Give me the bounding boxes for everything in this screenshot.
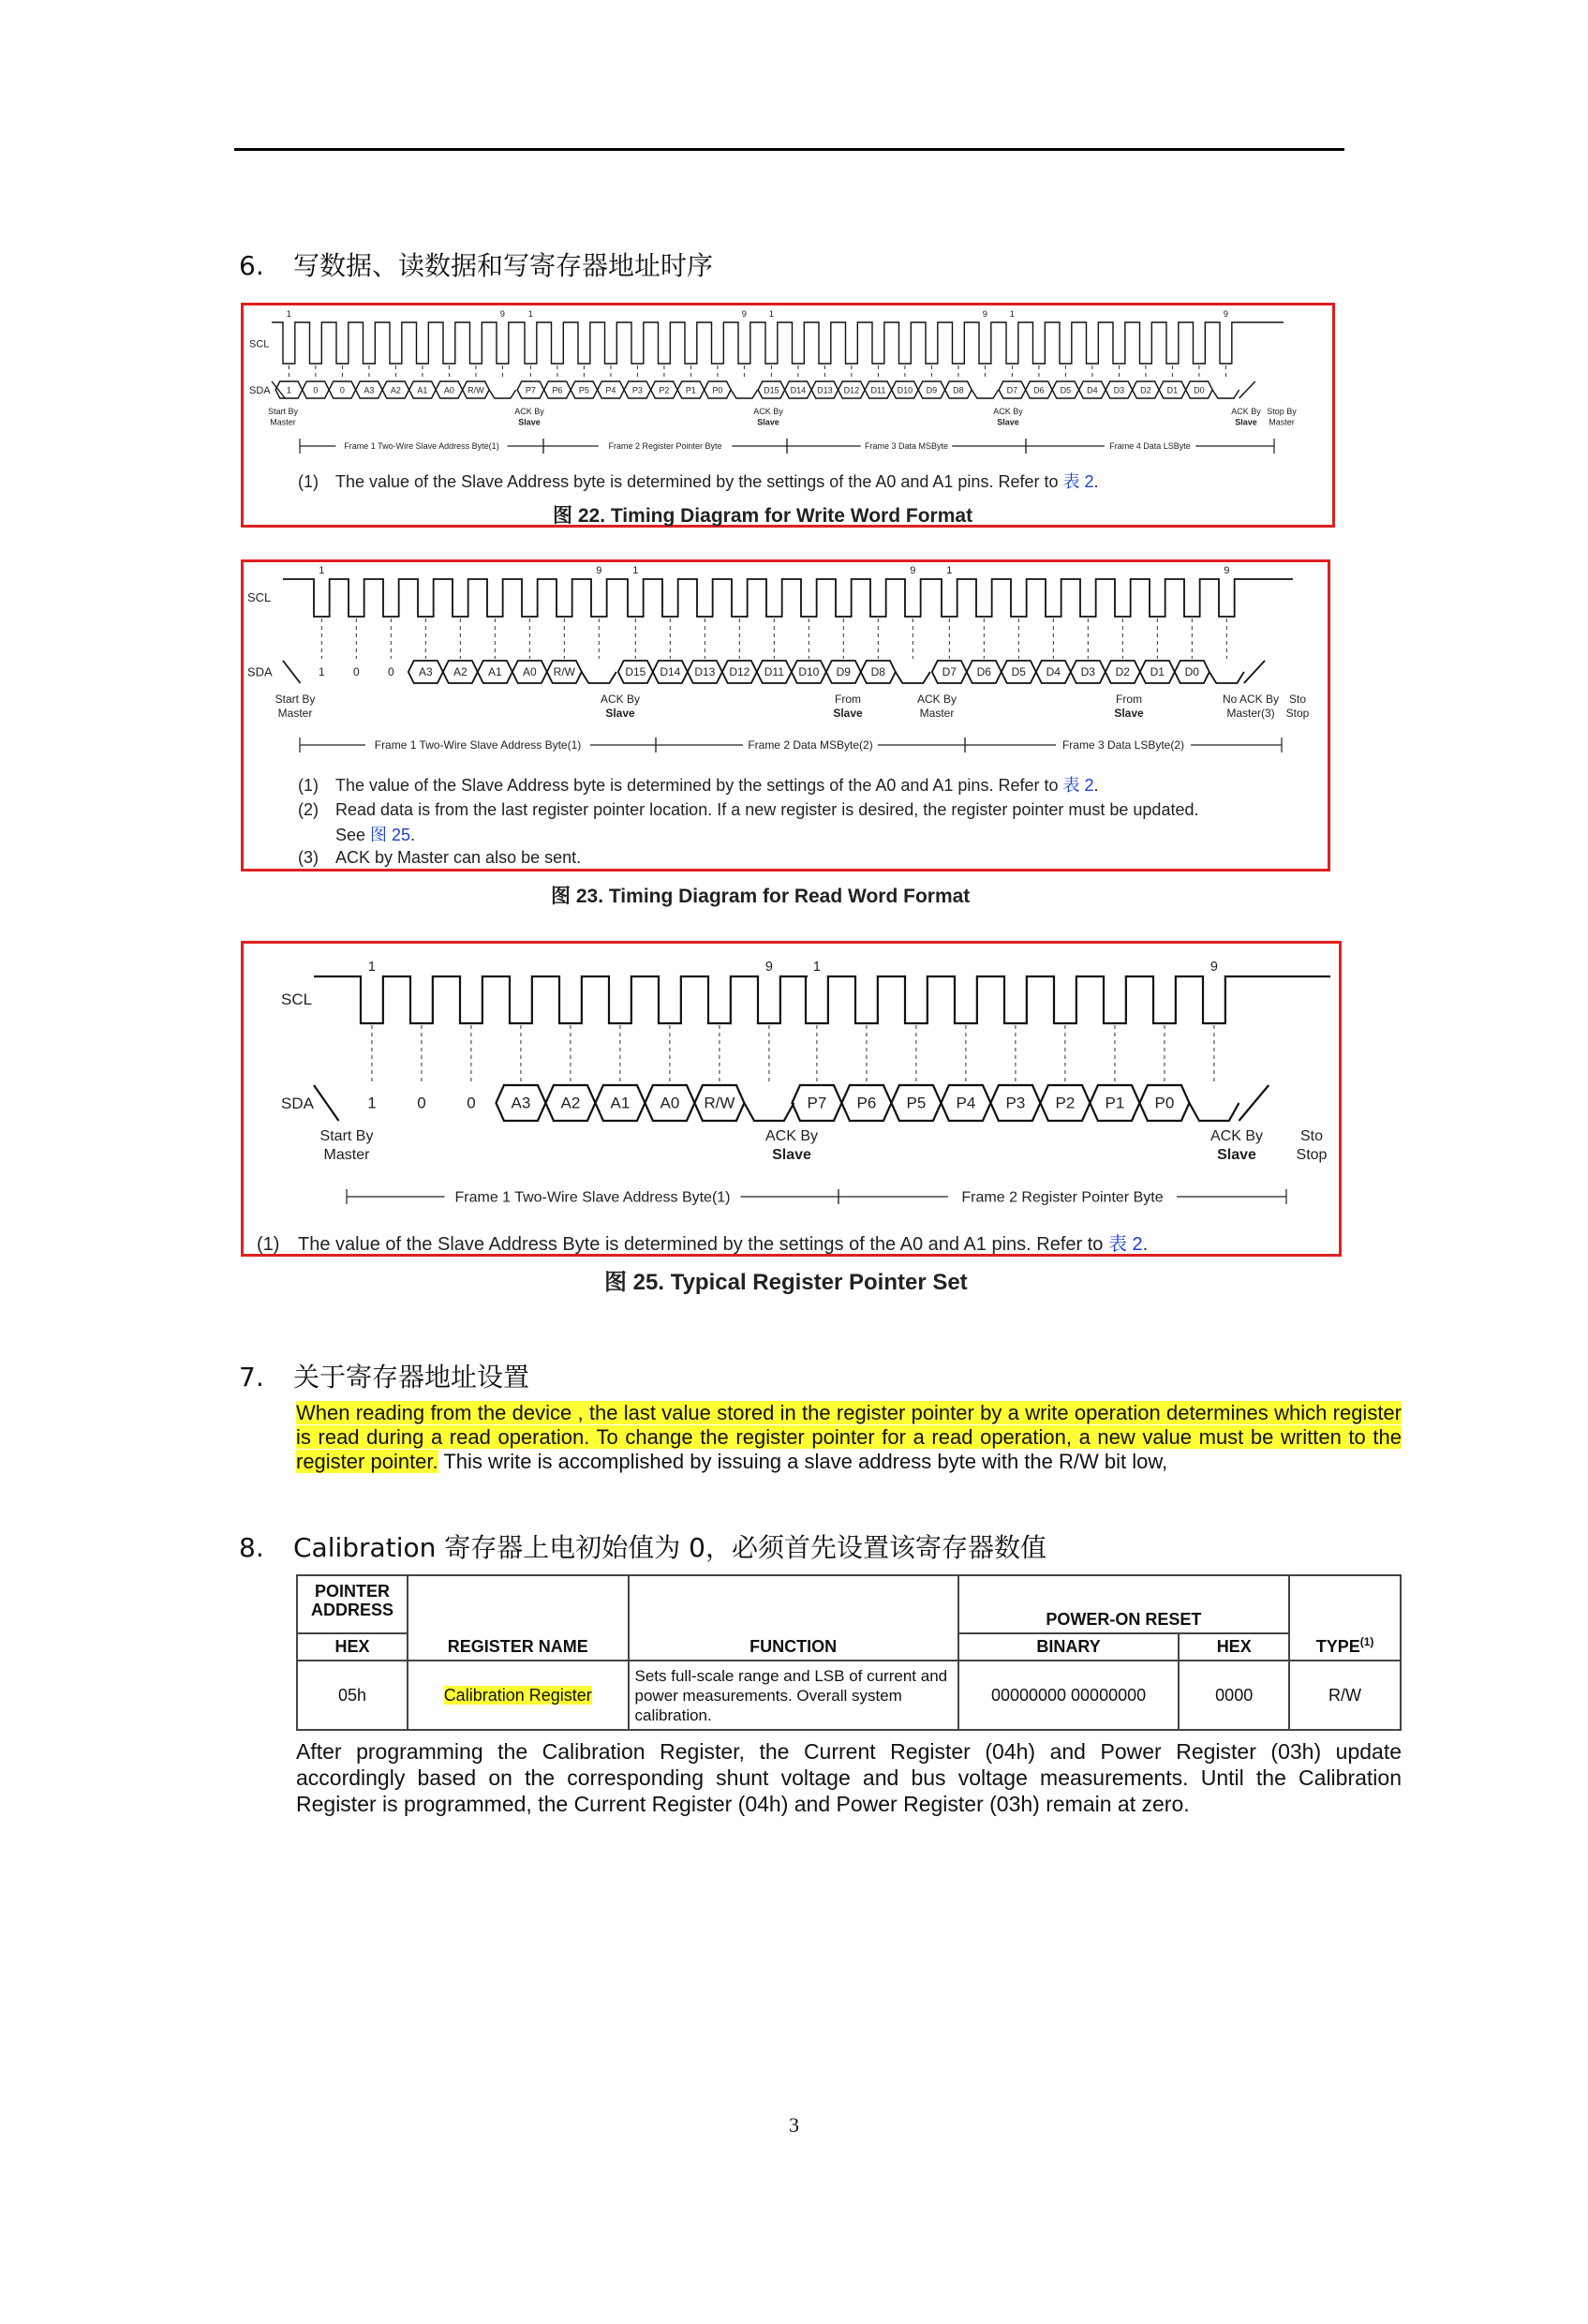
clock-mark: 9: [982, 309, 988, 319]
pointer-address-header: POINTER ADDRESS: [297, 1575, 408, 1633]
figure-22-panel: [241, 303, 1335, 528]
event-label: [1286, 693, 1310, 720]
clock-mark: 1: [946, 565, 953, 576]
event-line: Master: [1269, 417, 1295, 427]
sda-bit-label: 1: [318, 665, 325, 679]
event-line: ACK By: [993, 407, 1023, 416]
hex-reset-header: HEX: [1179, 1633, 1289, 1661]
scl-waveform: [272, 322, 1284, 364]
sda-bit-label: A3: [364, 385, 375, 395]
sda-bit-label: A2: [560, 1094, 581, 1112]
note-tail: .: [410, 826, 416, 844]
type-footnote: (1): [1359, 1635, 1374, 1648]
event-line: ACK By: [764, 1128, 819, 1144]
sda-bit-label: R/W: [704, 1094, 735, 1112]
figure-23-note-1: [298, 772, 1099, 797]
sda-bit-label: D4: [1087, 385, 1098, 395]
sda-label: SDA: [281, 1094, 314, 1112]
event-line: ACK By: [1231, 407, 1261, 416]
event-line: No ACK By: [1222, 693, 1280, 706]
scl-label: SCL: [249, 338, 270, 350]
sda-start: [283, 661, 301, 683]
event-line: Master: [277, 707, 313, 720]
sda-bit-label: D9: [836, 665, 851, 679]
function-header: FUNCTION: [629, 1575, 958, 1661]
event-label: [1267, 407, 1297, 426]
sda-ack: [896, 672, 930, 683]
sda-label: SDA: [249, 384, 271, 396]
clock-mark: 9: [764, 960, 773, 975]
section-number: 7.: [239, 1362, 264, 1393]
event-line: ACK By: [514, 407, 544, 416]
event-line: Sto: [1299, 1128, 1324, 1144]
sda-bit-label: P7: [807, 1094, 827, 1112]
section-6-heading: [239, 246, 713, 283]
event-line: Slave: [757, 417, 779, 427]
note-text: See: [335, 826, 371, 844]
sda-bit-label: A1: [487, 665, 502, 679]
register-table: [296, 1574, 1402, 1731]
table-2-link[interactable]: 表 2: [1062, 776, 1094, 795]
clock-mark: 1: [286, 309, 292, 319]
event-label: [753, 407, 783, 426]
sda-ack: [1212, 390, 1239, 398]
event-line: Master: [919, 707, 955, 720]
note-number: (3): [298, 848, 319, 867]
sda-bit-label: 1: [367, 1094, 377, 1112]
sda-bit-label: D14: [660, 665, 681, 679]
sda-bit-label: P5: [906, 1094, 927, 1112]
sda-bit-label: P3: [631, 385, 643, 395]
figure-23-note-2: [298, 800, 1198, 820]
hex-header: HEX: [297, 1633, 408, 1661]
event-label: [1231, 407, 1261, 426]
event-line: Slave: [1235, 417, 1257, 427]
type-label: TYPE: [1315, 1637, 1360, 1656]
frame-label: Frame 4 Data LSByte: [1109, 441, 1191, 452]
clock-mark: 9: [1210, 960, 1218, 975]
sda-bit-label: D1: [1150, 665, 1165, 679]
event-label: [1210, 1128, 1263, 1163]
event-line: ACK By: [600, 693, 641, 706]
event-line: Master(3): [1226, 707, 1275, 720]
register-name-cell: [408, 1661, 629, 1730]
clock-mark: 1: [768, 309, 775, 319]
timing-diagram-register-pointer-set: [244, 944, 1339, 1254]
note-tail: .: [1142, 1234, 1149, 1255]
section-8-heading: [239, 1527, 1046, 1565]
sda-bit-label: D5: [1060, 385, 1072, 395]
section-title: Calibration 寄存器上电初始值为 0，必须首先设置该寄存器数值: [293, 1532, 1046, 1563]
section-title: 关于寄存器地址设置: [293, 1362, 530, 1393]
sda-bit-label: R/W: [553, 665, 575, 679]
event-line: Slave: [1114, 707, 1144, 720]
event-label: [320, 1128, 374, 1163]
sda-ack: [582, 672, 616, 683]
clock-mark: 9: [596, 565, 602, 576]
sda-bit-label: R/W: [467, 385, 484, 395]
note-tail: .: [1093, 776, 1099, 795]
note-text: The value of the Slave Address byte is determined by the settings of the A0 and A1 pins. Refer to: [335, 472, 1063, 491]
sda-bit-label: D13: [817, 385, 833, 395]
event-line: Stop By: [1267, 407, 1297, 416]
event-line: Slave: [605, 707, 635, 720]
function-cell: Sets full-scale range and LSB of current and power measurements. Overall system calibration.: [629, 1661, 958, 1730]
section-7-heading: [239, 1357, 529, 1394]
sda-bit-label: D6: [976, 665, 991, 679]
section-number: 8.: [239, 1532, 264, 1563]
highlighted-text: When reading from the device , the last value stored in the register pointer by a write operation determines which register is read during a read operation. To change the register pointer for a read operation, a new value must be written to the register pointer.: [296, 1401, 1402, 1473]
event-line: ACK By: [753, 407, 783, 416]
clock-mark: 1: [367, 960, 376, 975]
clock-mark: 9: [910, 565, 916, 576]
sda-bit-label: A1: [417, 385, 428, 395]
section-title: 写数据、读数据和写寄存器地址时序: [293, 250, 714, 281]
figure-23-note-2-cont: [335, 822, 415, 846]
sda-bit-label: P7: [525, 385, 536, 395]
sda-bit-label: D2: [1140, 385, 1151, 395]
note-tail: .: [1093, 472, 1099, 491]
figure-25-caption: 图 25. Typical Register Pointer Set: [604, 1270, 968, 1295]
sda-bit-label: P2: [659, 385, 670, 395]
sda-bit-label: D4: [1046, 665, 1061, 679]
sda-ack: [972, 390, 999, 398]
register-name-header: REGISTER NAME: [408, 1575, 629, 1661]
sda-ack: [1210, 672, 1244, 683]
event-line: From: [1116, 693, 1142, 706]
event-label: [268, 407, 299, 426]
figure-23-panel: [241, 559, 1330, 872]
event-line: From: [835, 693, 861, 706]
sda-bit-label: D0: [1184, 665, 1199, 679]
note-text: ACK by Master can also be sent.: [335, 848, 582, 867]
sda-bit-label: D8: [870, 665, 885, 679]
event-line: ACK By: [916, 693, 957, 706]
sda-bit-label: 0: [387, 665, 394, 679]
clock-mark: 1: [527, 309, 534, 319]
sda-bit-label: 0: [352, 665, 360, 679]
sda-bit-label: D8: [953, 385, 964, 395]
event-line: Stop: [1296, 1147, 1328, 1163]
event-label: [993, 407, 1023, 426]
event-line: Master: [323, 1147, 370, 1163]
sda-bit-label: A3: [418, 665, 433, 679]
sda-ack: [489, 390, 516, 398]
sda-bit-label: A0: [522, 665, 537, 679]
type-header: [1289, 1575, 1401, 1661]
scl-label: SCL: [281, 991, 313, 1008]
register-pointer-paragraph: [296, 1401, 1402, 1474]
scl-waveform: [314, 976, 1330, 1023]
register-name: Calibration Register: [443, 1685, 592, 1705]
sda-ack: [744, 1103, 794, 1121]
sda-bit-label: D7: [1006, 385, 1018, 395]
binary-header: BINARY: [958, 1633, 1180, 1661]
sda-bit-label: A0: [660, 1094, 680, 1112]
section-number: 6.: [239, 250, 264, 281]
clock-mark: 1: [319, 565, 325, 576]
sda-bit-label: D9: [926, 385, 938, 395]
table-2-link[interactable]: 表 2: [1107, 1234, 1143, 1255]
event-line: Slave: [997, 417, 1019, 427]
sda-bit-label: A0: [443, 385, 454, 395]
note-text: The value of the Slave Address byte is determined by the settings of the A0 and A1 pins. Refer to: [335, 776, 1063, 795]
sda-bit-label: P4: [605, 385, 616, 395]
sda-bit-label: D12: [729, 665, 750, 679]
sda-bit-label: P0: [712, 385, 723, 395]
paragraph-text: This write is accomplished by issuing a slave address byte with the R/W bit low,: [438, 1450, 1168, 1473]
sda-bit-label: P1: [685, 385, 696, 395]
sda-bit-label: P0: [1154, 1094, 1175, 1112]
scl-waveform: [283, 579, 1293, 617]
clock-mark: 9: [741, 309, 748, 319]
event-line: ACK By: [1210, 1128, 1264, 1144]
note-number: (1): [298, 776, 319, 795]
sda-bit-label: D5: [1011, 665, 1026, 679]
sda-bit-label: 0: [467, 1094, 476, 1112]
sda-bit-label: 0: [339, 385, 345, 395]
power-on-reset-header: POWER-ON RESET: [958, 1575, 1289, 1633]
clock-mark: 1: [812, 960, 821, 975]
sda-bit-label: D3: [1080, 665, 1095, 679]
sda-bit-label: P1: [1105, 1094, 1125, 1112]
sda-bit-label: D13: [694, 665, 716, 679]
sda-bit-label: D6: [1033, 385, 1045, 395]
type-cell: R/W: [1289, 1661, 1401, 1730]
note-text: The value of the Slave Address Byte is determined by the settings of the A0 and A1 pins. Refer to: [298, 1234, 1108, 1255]
header-rule: [234, 148, 1344, 151]
sda-stop: [1239, 1085, 1269, 1121]
sda-bit-label: D15: [625, 665, 646, 679]
sda-bit-label: D15: [764, 385, 779, 395]
event-line: Slave: [518, 417, 541, 427]
clock-mark: 9: [1223, 309, 1229, 319]
sda-label: SDA: [247, 664, 273, 679]
sda-bit-label: D10: [798, 665, 820, 679]
figure-22-caption: 图 22. Timing Diagram for Write Word Format: [553, 505, 973, 527]
sda-bit-label: D11: [870, 385, 886, 395]
event-label: [1297, 1128, 1328, 1163]
frame-label: Frame 2 Register Pointer Byte: [608, 441, 722, 452]
hex-reset-cell: 0000: [1179, 1661, 1289, 1730]
sda-bit-label: D12: [843, 385, 860, 395]
figure-23-caption: 图 23. Timing Diagram for Read Word Format: [551, 886, 971, 907]
event-line: Start By: [319, 1128, 374, 1144]
table-row: [297, 1661, 1401, 1730]
sda-start: [314, 1085, 339, 1121]
sda-bit-label: D10: [897, 385, 913, 395]
sda-ack: [731, 390, 758, 398]
event-label: [1114, 693, 1144, 720]
figure-25-link[interactable]: 图 25: [370, 826, 411, 844]
scl-label: SCL: [247, 590, 272, 604]
frame-label: Frame 1 Two-Wire Slave Address Byte(1): [344, 441, 499, 452]
frame-label: Frame 1 Two-Wire Slave Address Byte(1): [374, 738, 582, 752]
sda-bit-label: P3: [1005, 1094, 1026, 1112]
frame-label: Frame 1 Two-Wire Slave Address Byte(1): [454, 1189, 731, 1206]
event-line: Master: [270, 417, 296, 427]
frame-label: Frame 2 Register Pointer Byte: [961, 1189, 1164, 1206]
frame-label: Frame 3 Data LSByte(2): [1061, 738, 1185, 752]
address-cell: 05h: [297, 1661, 408, 1730]
note-number: (1): [257, 1234, 280, 1255]
frame-label: Frame 3 Data MSByte: [864, 441, 949, 452]
clock-mark: 9: [1224, 565, 1230, 576]
binary-cell: 00000000 00000000: [958, 1661, 1180, 1730]
note-number: (1): [298, 472, 319, 491]
calibration-paragraph: After programming the Calibration Register, the Current Register (04h) and Power Register (03h) update accordingly based on the corresponding shunt voltage and bus voltage measurements. Until the Calibration Register is programmed, the Current Register (04h) and Power Register (03h) remain at zero.: [296, 1739, 1402, 1816]
sda-bit-label: D2: [1115, 665, 1130, 679]
event-line: Slave: [1217, 1147, 1256, 1163]
sda-bit-label: P4: [956, 1094, 976, 1112]
sda-bit-label: P6: [552, 385, 563, 395]
event-label: [275, 693, 316, 720]
page-number: 3: [789, 2113, 799, 2137]
event-label: [917, 693, 957, 720]
event-label: [601, 693, 640, 720]
event-line: Start By: [267, 407, 299, 416]
sda-bit-label: A2: [390, 385, 401, 395]
clock-mark: 1: [632, 565, 639, 576]
sda-bit-label: 1: [286, 385, 291, 395]
sda-bit-label: D0: [1194, 385, 1205, 395]
event-line: Slave: [772, 1147, 811, 1163]
figure-25-panel: [241, 941, 1342, 1257]
sda-bit-label: A1: [610, 1094, 631, 1112]
sda-bit-label: A2: [453, 665, 467, 679]
clock-mark: 1: [1009, 309, 1016, 319]
sda-bit-label: D1: [1166, 385, 1179, 395]
table-2-link[interactable]: 表 2: [1062, 472, 1094, 491]
sda-bit-label: D14: [790, 385, 807, 395]
sda-bit-label: D7: [942, 665, 957, 679]
sda-stop: [1244, 661, 1265, 683]
sda-bit-label: 0: [417, 1094, 426, 1112]
sda-bit-label: D3: [1113, 385, 1125, 395]
event-label: [765, 1128, 818, 1163]
event-line: Slave: [833, 707, 863, 720]
sda-bit-label: D11: [764, 665, 784, 679]
sda-stop: [1239, 381, 1255, 398]
sda-bit-label: P5: [578, 385, 589, 395]
event-label: [833, 693, 863, 720]
sda-bit-label: 0: [313, 385, 319, 395]
figure-22-note-1: [298, 469, 1099, 493]
event-label: [514, 407, 544, 426]
sda-ack: [1189, 1103, 1239, 1121]
clock-mark: 9: [499, 309, 506, 319]
event-label: [1223, 693, 1279, 720]
event-line: Sto: [1288, 693, 1307, 706]
note-text: Read data is from the last register pointer location. If a new register is desired, the register pointer must be updated.: [335, 800, 1199, 819]
event-line: Stop: [1285, 707, 1310, 720]
frame-label: Frame 2 Data MSByte(2): [748, 738, 873, 752]
event-line: Start By: [275, 693, 316, 706]
note-number: (2): [298, 800, 319, 819]
sda-bit-label: A3: [511, 1094, 531, 1112]
figure-23-note-3: [298, 848, 581, 868]
sda-bit-label: P2: [1055, 1094, 1076, 1112]
figure-25-note-1: [257, 1229, 1148, 1256]
sda-bit-label: P6: [856, 1094, 877, 1112]
